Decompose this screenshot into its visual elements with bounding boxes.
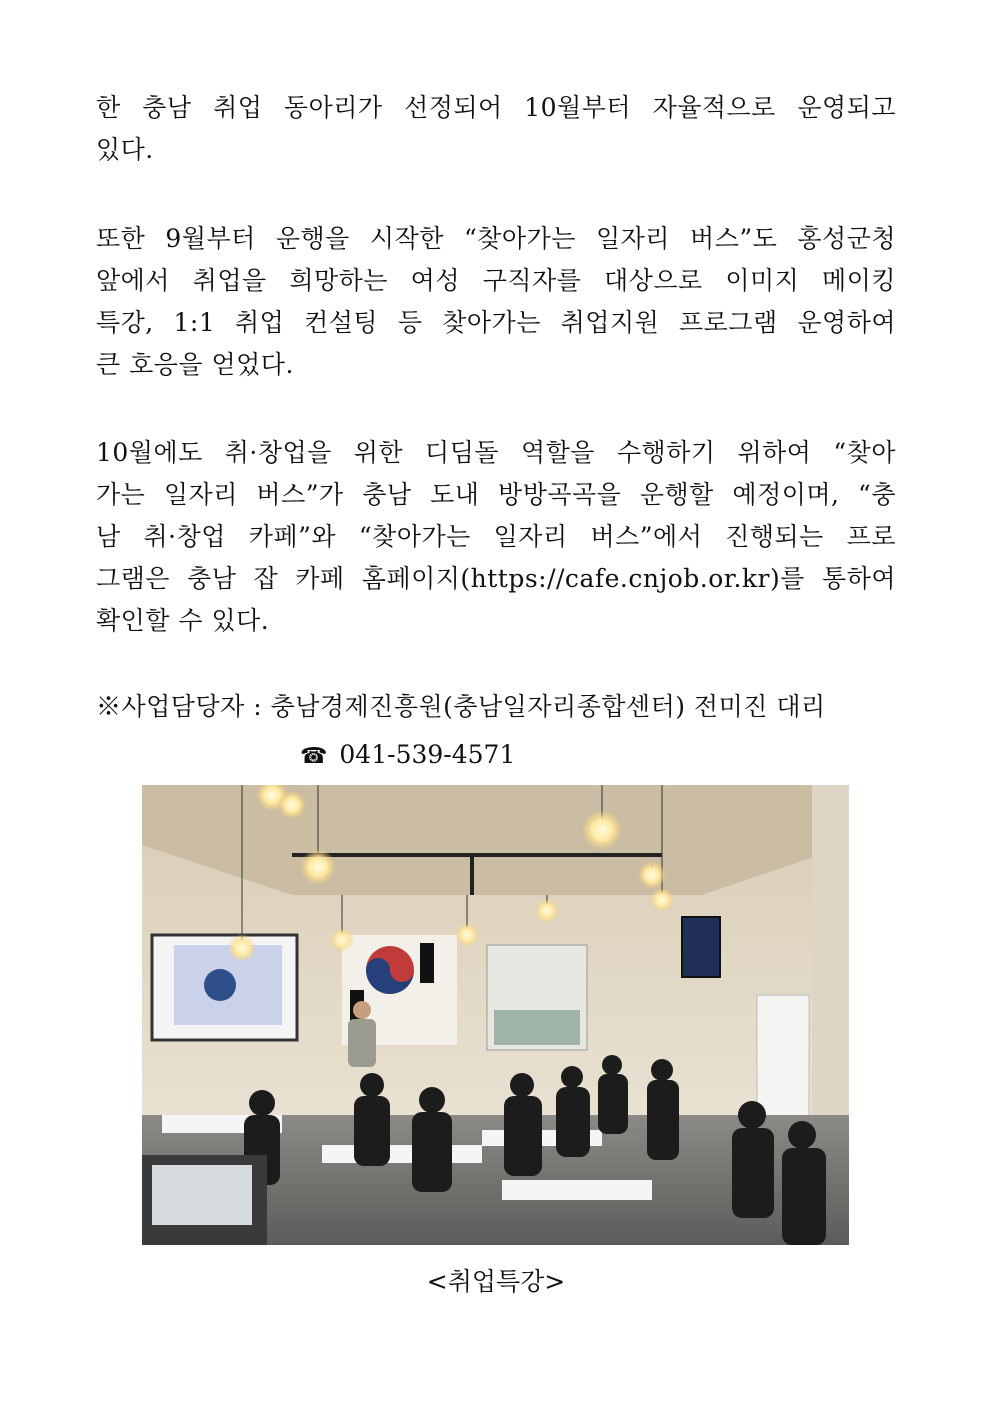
photo-illustration [142, 785, 849, 1245]
lecture-photo [142, 785, 849, 1245]
phone-number: 041-539-4571 [339, 740, 516, 769]
text-line: 앞에서 취업을 희망하는 여성 구직자를 대상으로 이미지 메이킹 [96, 266, 896, 295]
contact-person [96, 686, 896, 728]
paragraph-2 [96, 218, 896, 386]
contact-phone [300, 735, 515, 777]
paragraph-3 [96, 432, 896, 642]
text-line: 남 취·창업 카페”와 “찾아가는 일자리 버스”에서 진행되는 프로 [96, 522, 896, 551]
text-line: 한 충남 취업 동아리가 선정되어 10월부터 자율적으로 운영되고 [96, 93, 896, 122]
text-line: 확인할 수 있다. [96, 606, 270, 635]
text-line: 큰 호응을 얻었다. [96, 350, 294, 379]
text-line: 그램은 충남 잡 카페 홈페이지(https://cafe.cnjob.or.kr)를 통하여 [96, 564, 896, 593]
contact-line: ※사업담당자 : 충남경제진흥원(충남일자리종합센터) 전미진 대리 [96, 692, 826, 721]
text-line: 10월에도 취·창업을 위한 디딤돌 역할을 수행하기 위하여 “찾아 [96, 438, 896, 467]
text-line: 특강, 1:1 취업 컨설팅 등 찾아가는 취업지원 프로그램 운영하여 [96, 308, 896, 337]
telephone-icon: ☎ [300, 744, 328, 769]
photo-caption: <취업특강> [426, 1267, 566, 1296]
paragraph-1 [96, 87, 896, 171]
text-line: 가는 일자리 버스”가 충남 도내 방방곡곡을 운행할 예정이며, “충 [96, 480, 896, 509]
text-line: 또한 9월부터 운행을 시작한 “찾아가는 일자리 버스”도 홍성군청 [96, 224, 896, 253]
text-line: 있다. [96, 135, 154, 164]
